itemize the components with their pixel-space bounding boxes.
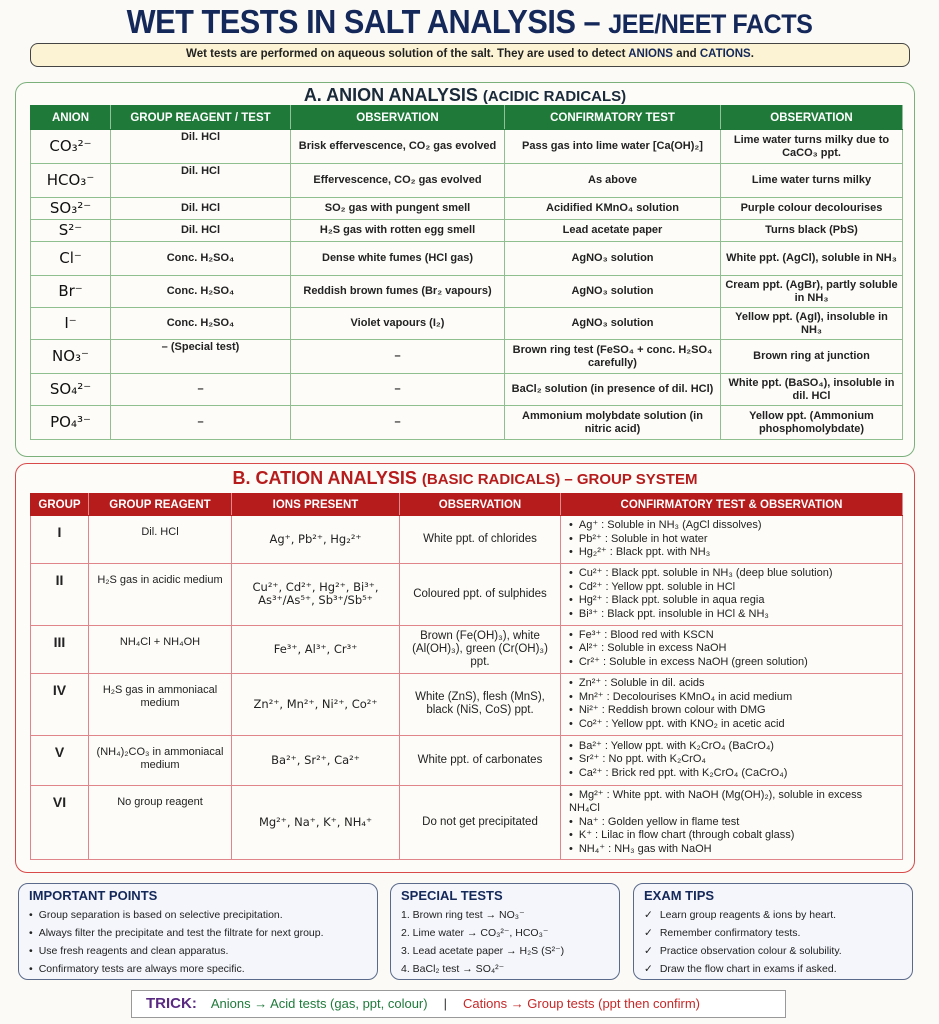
important-point-item: • Group separation is based on selective precipitation.	[29, 906, 367, 924]
anion-cell-anion: Br⁻	[31, 276, 111, 308]
title-tail: JEE/NEET FACTS	[608, 9, 813, 39]
exam-tips-box	[633, 883, 913, 980]
anion-cell-result: Yellow ppt. (Ammonium phosphomolybdate)	[721, 406, 903, 440]
anion-section-title	[16, 85, 914, 106]
exam-tip-item: ✓ Remember confirmatory tests.	[644, 924, 902, 942]
anion-cell-observation: H₂S gas with rotten egg smell	[291, 220, 505, 242]
anion-cell-anion: SO₄²⁻	[31, 374, 111, 406]
anion-cell-reagent: Dil. HCl	[111, 198, 291, 220]
special-test-item: 4. BaCl₂ test → SO₄²⁻	[401, 963, 505, 975]
page-title	[33, 4, 906, 42]
cation-reagent: NH₄Cl + NH₄OH	[89, 625, 232, 673]
cation-section-title	[16, 468, 914, 489]
important-point-item: • Always filter the precipitate and test the filtrate for next group.	[29, 924, 367, 942]
exam-tip-item: ✓ Learn group reagents & ions by heart.	[644, 906, 902, 924]
cation-reagent: H₂S gas in ammoniacal medium	[89, 673, 232, 735]
anion-title-main: A. ANION ANALYSIS	[303, 85, 483, 105]
anion-analysis-panel	[15, 82, 915, 457]
anion-cell-result: Lime water turns milky due to CaCO₃ ppt.	[721, 130, 903, 164]
anion-row	[31, 276, 903, 308]
trick-cations: Cations → Group tests (ppt then confirm)	[463, 996, 700, 1011]
exam-tips-list	[644, 906, 902, 978]
anion-cell-anion: CO₃²⁻	[31, 130, 111, 164]
important-points-list	[29, 906, 367, 978]
cation-col-header: OBSERVATION	[400, 494, 561, 516]
cation-group: V	[31, 735, 89, 785]
confirmatory-item: • Cd²⁺ : Yellow ppt. soluble in HCl	[569, 581, 894, 595]
cation-row	[31, 785, 903, 860]
anion-cell-reagent: –	[111, 374, 291, 406]
anion-cell-result: Lime water turns milky	[721, 164, 903, 198]
important-points-title: IMPORTANT POINTS	[29, 888, 158, 903]
anion-row	[31, 220, 903, 242]
confirmatory-item: • Mg²⁺ : White ppt. with NaOH (Mg(OH)₂), soluble in excess NH₄Cl	[569, 789, 894, 816]
anion-cell-observation: Brisk effervescence, CO₂ gas evolved	[291, 130, 505, 164]
anion-cell-observation: –	[291, 406, 505, 440]
trick-anions: Anions → Acid tests (gas, ppt, colour)	[210, 996, 428, 1011]
confirmatory-item: • Ag⁺ : Soluble in NH₃ (AgCl dissolves)	[569, 519, 894, 533]
anion-col-header: GROUP REAGENT / TEST	[111, 106, 291, 130]
special-tests-list	[401, 906, 609, 978]
anion-cell-confirmatory: As above	[505, 164, 721, 198]
cation-confirmatory	[561, 516, 903, 564]
anion-cell-reagent: – (Special test)	[111, 340, 291, 374]
intro-banner	[30, 43, 910, 67]
confirmatory-list	[569, 677, 894, 731]
cation-col-header: GROUP REAGENT	[89, 494, 232, 516]
anion-cell-reagent: –	[111, 406, 291, 440]
cation-reagent: (NH₄)₂CO₃ in ammoniacal medium	[89, 735, 232, 785]
confirmatory-item: • Hg²⁺ : Black ppt. soluble in aqua regia	[569, 594, 894, 608]
cation-title-main: B. CATION ANALYSIS	[232, 468, 422, 488]
confirmatory-item: • NH₄⁺ : NH₃ gas with NaOH	[569, 843, 894, 857]
confirmatory-item: • Mn²⁺ : Decolourises KMnO₄ in acid medium	[569, 691, 894, 705]
confirmatory-item: • Fe³⁺ : Blood red with KSCN	[569, 629, 894, 643]
exam-tips-title: EXAM TIPS	[644, 888, 715, 903]
confirmatory-item: • K⁺ : Lilac in flow chart (through cobalt glass)	[569, 829, 894, 843]
intro-text: Wet tests are performed on aqueous solution of the salt. They are used to detect	[186, 48, 629, 60]
confirmatory-item: • Cu²⁺ : Black ppt. soluble in NH₃ (deep blue solution)	[569, 567, 894, 581]
anion-row	[31, 340, 903, 374]
confirmatory-item: • Zn²⁺ : Soluble in dil. acids	[569, 677, 894, 691]
cation-ions: Zn²⁺, Mn²⁺, Ni²⁺, Co²⁺	[232, 673, 400, 735]
confirmatory-item: • Sr²⁺ : No ppt. with K₂CrO₄	[569, 753, 894, 767]
cation-reagent: Dil. HCl	[89, 516, 232, 564]
cation-group: VI	[31, 785, 89, 860]
confirmatory-list	[569, 740, 894, 781]
anion-cell-confirmatory: Brown ring test (FeSO₄ + conc. H₂SO₄ carefully)	[505, 340, 721, 374]
intro-and: and	[672, 48, 700, 60]
anion-cell-observation: Reddish brown fumes (Br₂ vapours)	[291, 276, 505, 308]
anion-row	[31, 374, 903, 406]
confirmatory-item: • Ca²⁺ : Brick red ppt. with K₂CrO₄ (CaCrO₄)	[569, 767, 894, 781]
confirmatory-item: • Ba²⁺ : Yellow ppt. with K₂CrO₄ (BaCrO₄)	[569, 740, 894, 754]
anion-cell-confirmatory: AgNO₃ solution	[505, 308, 721, 340]
anion-cell-result: White ppt. (BaSO₄), insoluble in dil. HCl	[721, 374, 903, 406]
anion-cell-observation: Violet vapours (I₂)	[291, 308, 505, 340]
intro-end: .	[750, 48, 754, 60]
cation-observation: Coloured ppt. of sulphides	[400, 563, 561, 625]
cation-title-sub: (BASIC RADICALS) – GROUP SYSTEM	[421, 471, 698, 488]
anion-cell-reagent: Conc. H₂SO₄	[111, 242, 291, 276]
anion-title-sub: (ACIDIC RADICALS)	[482, 88, 627, 105]
cation-col-header: CONFIRMATORY TEST & OBSERVATION	[561, 494, 903, 516]
cation-confirmatory	[561, 673, 903, 735]
anion-cell-observation: Effervescence, CO₂ gas evolved	[291, 164, 505, 198]
cation-confirmatory	[561, 735, 903, 785]
anion-cell-observation: –	[291, 374, 505, 406]
anion-cell-result: Yellow ppt. (AgI), insoluble in NH₃	[721, 308, 903, 340]
special-test-item: 2. Lime water → CO₃²⁻, HCO₃⁻	[401, 927, 549, 939]
anion-cell-anion: Cl⁻	[31, 242, 111, 276]
confirmatory-item: • Al²⁺ : Soluble in excess NaOH	[569, 642, 894, 656]
confirmatory-item: • Pb²⁺ : Soluble in hot water	[569, 533, 894, 547]
confirmatory-list	[569, 567, 894, 621]
anion-cell-confirmatory: Acidified KMnO₄ solution	[505, 198, 721, 220]
anion-cell-anion: S²⁻	[31, 220, 111, 242]
anion-cell-result: White ppt. (AgCl), soluble in NH₃	[721, 242, 903, 276]
anion-cell-observation: Dense white fumes (HCl gas)	[291, 242, 505, 276]
anion-cell-confirmatory: Lead acetate paper	[505, 220, 721, 242]
cation-observation: White ppt. of carbonates	[400, 735, 561, 785]
anion-cell-reagent: Conc. H₂SO₄	[111, 308, 291, 340]
anion-cell-confirmatory: Pass gas into lime water [Ca(OH)₂]	[505, 130, 721, 164]
confirmatory-item: • Hg₂²⁺ : Black ppt. with NH₃	[569, 546, 894, 560]
important-point-item: • Confirmatory tests are always more specific.	[29, 960, 367, 978]
anion-cell-confirmatory: AgNO₃ solution	[505, 242, 721, 276]
cation-confirmatory	[561, 625, 903, 673]
cation-group: III	[31, 625, 89, 673]
anion-cell-anion: NO₃⁻	[31, 340, 111, 374]
cation-ions: Ag⁺, Pb²⁺, Hg₂²⁺	[232, 516, 400, 564]
anion-col-header: CONFIRMATORY TEST	[505, 106, 721, 130]
cation-row	[31, 516, 903, 564]
cation-observation: Do not get precipitated	[400, 785, 561, 860]
anion-cell-observation: –	[291, 340, 505, 374]
special-test-item: 1. Brown ring test → NO₃⁻	[401, 909, 525, 921]
cation-row	[31, 673, 903, 735]
anion-table	[30, 105, 903, 440]
anion-cell-reagent: Dil. HCl	[111, 130, 291, 164]
cation-ions: Fe³⁺, Al³⁺, Cr³⁺	[232, 625, 400, 673]
cation-group: IV	[31, 673, 89, 735]
anion-cell-reagent: Dil. HCl	[111, 220, 291, 242]
cation-confirmatory	[561, 563, 903, 625]
trick-banner	[131, 990, 786, 1018]
anion-cell-anion: I⁻	[31, 308, 111, 340]
confirmatory-item: • Co²⁺ : Yellow ppt. with KNO₂ in acetic acid	[569, 718, 894, 732]
confirmatory-item: • Bi³⁺ : Black ppt. insoluble in HCl & NH₃	[569, 608, 894, 622]
cation-observation: White ppt. of chlorides	[400, 516, 561, 564]
confirmatory-item: • Ni²⁺ : Reddish brown colour with DMG	[569, 704, 894, 718]
anion-cell-observation: SO₂ gas with pungent smell	[291, 198, 505, 220]
cation-analysis-panel	[15, 463, 915, 873]
title-main: WET TESTS IN SALT ANALYSIS –	[126, 3, 609, 40]
anion-cell-result: Purple colour decolourises	[721, 198, 903, 220]
confirmatory-list	[569, 789, 894, 857]
cation-reagent: No group reagent	[89, 785, 232, 860]
cation-col-header: GROUP	[31, 494, 89, 516]
trick-label: TRICK:	[146, 995, 197, 1012]
anion-row	[31, 406, 903, 440]
exam-tip-item: ✓ Draw the flow chart in exams if asked.	[644, 960, 902, 978]
intro-cations: CATIONS	[699, 48, 751, 60]
confirmatory-list	[569, 629, 894, 670]
trick-separator: |	[443, 996, 447, 1011]
cation-confirmatory	[561, 785, 903, 860]
confirmatory-item: • Cr²⁺ : Soluble in excess NaOH (green solution)	[569, 656, 894, 670]
important-point-item: • Use fresh reagents and clean apparatus.	[29, 942, 367, 960]
cation-group: I	[31, 516, 89, 564]
anion-row	[31, 198, 903, 220]
cation-observation: White (ZnS), flesh (MnS), black (NiS, CoS) ppt.	[400, 673, 561, 735]
intro-anions: ANIONS	[628, 48, 673, 60]
anion-cell-result: Turns black (PbS)	[721, 220, 903, 242]
cation-ions: Ba²⁺, Sr²⁺, Ca²⁺	[232, 735, 400, 785]
exam-tip-item: ✓ Practice observation colour & solubility.	[644, 942, 902, 960]
anion-col-header: OBSERVATION	[721, 106, 903, 130]
anion-cell-confirmatory: BaCl₂ solution (in presence of dil. HCl)	[505, 374, 721, 406]
anion-col-header: OBSERVATION	[291, 106, 505, 130]
anion-row	[31, 164, 903, 198]
cation-ions: Cu²⁺, Cd²⁺, Hg²⁺, Bi³⁺, As³⁺/As⁵⁺, Sb³⁺/Sb⁵⁺	[232, 563, 400, 625]
cation-row	[31, 735, 903, 785]
cation-row	[31, 625, 903, 673]
important-points-box	[18, 883, 378, 980]
cation-group: II	[31, 563, 89, 625]
cation-ions: Mg²⁺, Na⁺, K⁺, NH₄⁺	[232, 785, 400, 860]
anion-col-header: ANION	[31, 106, 111, 130]
anion-row	[31, 242, 903, 276]
special-test-item: 3. Lead acetate paper → H₂S (S²⁻)	[401, 945, 565, 957]
cation-observation: Brown (Fe(OH)₃), white (Al(OH)₃), green (Cr(OH)₃) ppt.	[400, 625, 561, 673]
confirmatory-list	[569, 519, 894, 560]
confirmatory-item: • Na⁺ : Golden yellow in flame test	[569, 816, 894, 830]
anion-cell-confirmatory: AgNO₃ solution	[505, 276, 721, 308]
cation-row	[31, 563, 903, 625]
anion-cell-reagent: Dil. HCl	[111, 164, 291, 198]
anion-cell-confirmatory: Ammonium molybdate solution (in nitric acid)	[505, 406, 721, 440]
special-tests-title: SPECIAL TESTS	[401, 888, 503, 903]
anion-cell-result: Brown ring at junction	[721, 340, 903, 374]
anion-cell-anion: HCO₃⁻	[31, 164, 111, 198]
anion-cell-anion: PO₄³⁻	[31, 406, 111, 440]
cation-table	[30, 493, 903, 860]
cation-reagent: H₂S gas in acidic medium	[89, 563, 232, 625]
special-tests-box	[390, 883, 620, 980]
anion-row	[31, 308, 903, 340]
cation-col-header: IONS PRESENT	[232, 494, 400, 516]
anion-cell-anion: SO₃²⁻	[31, 198, 111, 220]
anion-cell-reagent: Conc. H₂SO₄	[111, 276, 291, 308]
anion-row	[31, 130, 903, 164]
anion-cell-result: Cream ppt. (AgBr), partly soluble in NH₃	[721, 276, 903, 308]
